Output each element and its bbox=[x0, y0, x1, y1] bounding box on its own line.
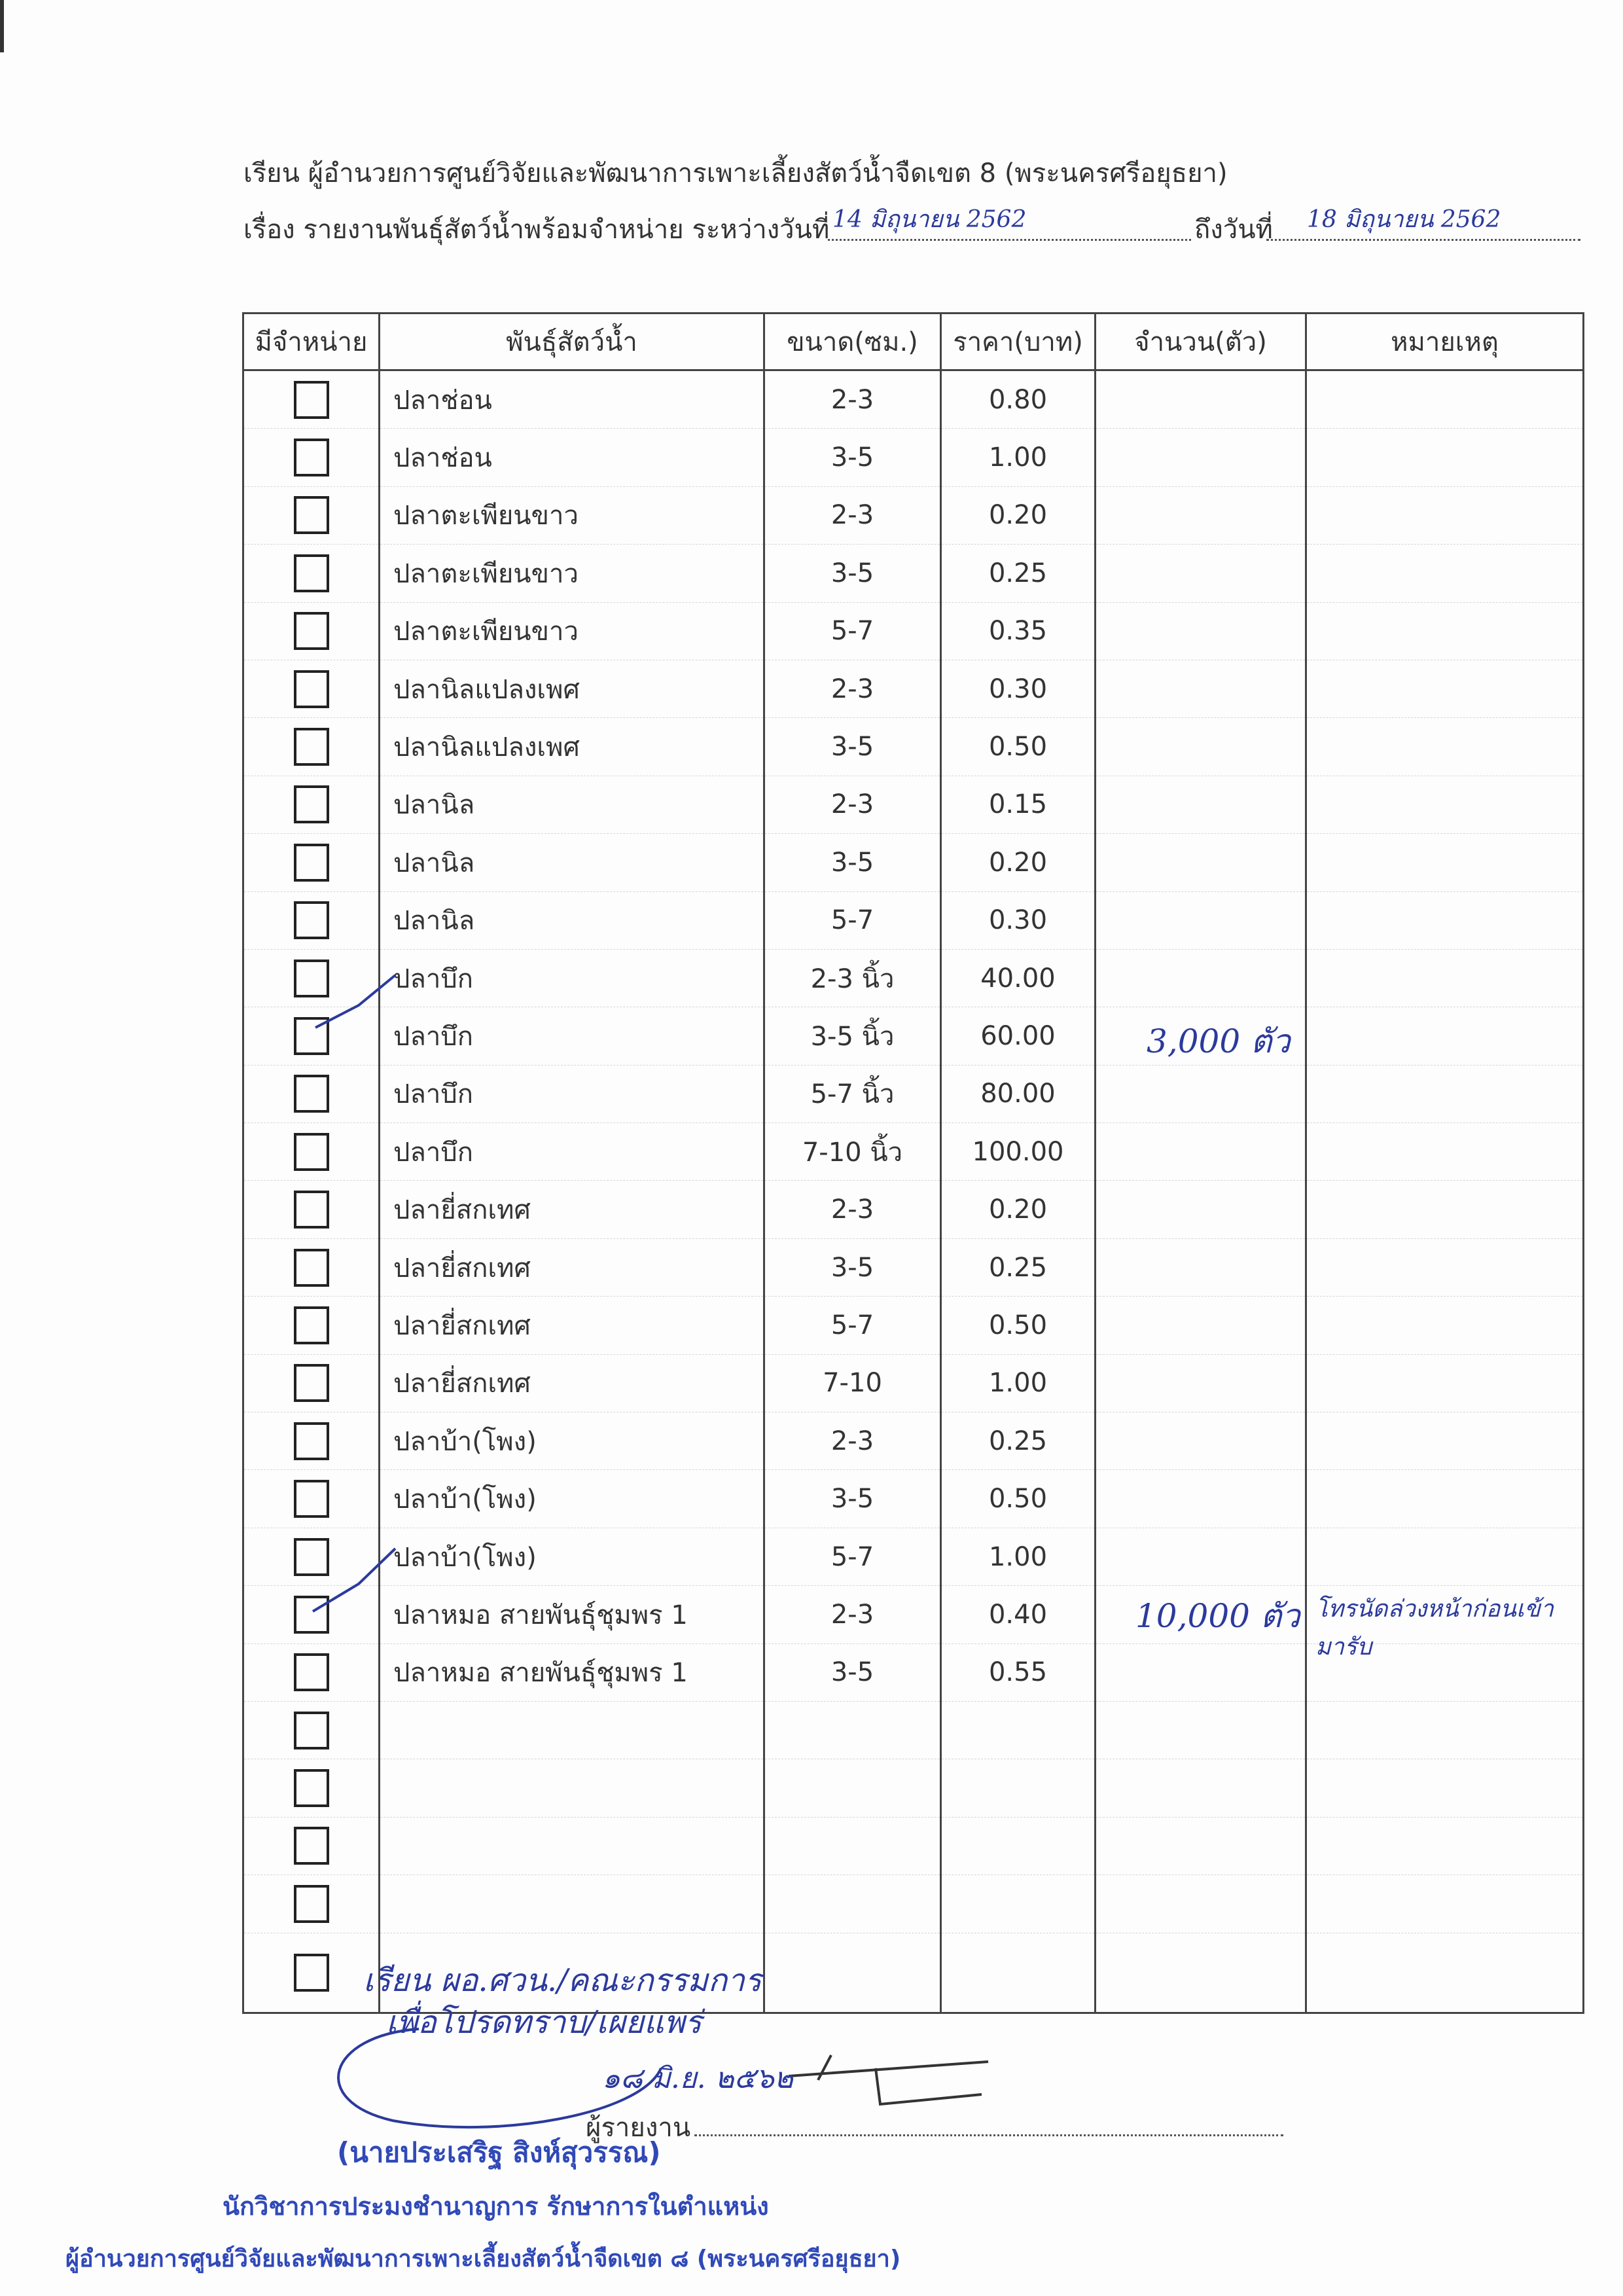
size-cell: 2-3 bbox=[764, 370, 941, 429]
col-header-remarks: หมายเหตุ bbox=[1306, 314, 1584, 370]
species-name: ปลายี่สกเทศ bbox=[380, 1297, 764, 1354]
size-cell: 3-5 bbox=[764, 834, 941, 891]
species-name: ปลายี่สกเทศ bbox=[380, 1354, 764, 1412]
date-to: 18 มิถุนายน 2562 bbox=[1307, 206, 1501, 233]
check-mark-giant-catfish bbox=[315, 975, 395, 1028]
col-header-species: พันธุ์สัตว์น้ำ bbox=[380, 314, 764, 370]
stamp-position: นักวิชาการประมงชำนาญการ รักษาการในตำแหน่ง bbox=[223, 2192, 769, 2221]
handwritten-instruction-2: เพื่อโปรดทราบ/เผยแพร่ bbox=[386, 2004, 702, 2041]
species-name: ปลานิล bbox=[380, 776, 764, 833]
species-name: ปลาตะเพียนขาว bbox=[380, 486, 764, 544]
price-cell: 0.30 bbox=[941, 660, 1096, 717]
size-cell: 7-10 นิ้ว bbox=[764, 1123, 941, 1181]
species-name: ปลาช่อน bbox=[380, 429, 764, 486]
col-header-available: มีจำหน่าย bbox=[243, 314, 380, 370]
size-cell: 2-3 bbox=[764, 1412, 941, 1470]
species-name: ปลาบ้า(โพง) bbox=[380, 1470, 764, 1528]
col-header-price: ราคา(บาท) bbox=[941, 314, 1096, 370]
species-name: ปลาบ้า(โพง) bbox=[380, 1528, 764, 1585]
size-cell: 2-3 bbox=[764, 1586, 941, 1643]
size-cell: 3-5 bbox=[764, 1238, 941, 1296]
reporter-dotted-line bbox=[694, 2134, 1283, 2136]
species-name: ปลานิลแปลงเพศ bbox=[380, 718, 764, 776]
price-cell: 80.00 bbox=[941, 1065, 1096, 1122]
reporter-signature bbox=[789, 2055, 988, 2104]
size-cell: 3-5 bbox=[764, 545, 941, 602]
size-cell: 3-5 bbox=[764, 429, 941, 486]
price-cell: 0.50 bbox=[941, 1470, 1096, 1528]
species-name: ปลานิลแปลงเพศ bbox=[380, 660, 764, 717]
price-cell: 0.15 bbox=[941, 776, 1096, 833]
species-name: ปลาหมอ สายพันธุ์ชุมพร 1 bbox=[380, 1586, 764, 1643]
species-name: ปลานิล bbox=[380, 834, 764, 891]
size-cell: 3-5 bbox=[764, 1470, 941, 1528]
price-cell: 60.00 bbox=[941, 1007, 1096, 1065]
price-cell: 1.00 bbox=[941, 1354, 1096, 1412]
species-name: ปลาหมอ สายพันธุ์ชุมพร 1 bbox=[380, 1643, 764, 1701]
price-cell: 0.80 bbox=[941, 370, 1096, 429]
qty-giant-catfish: 3,000 ตัว bbox=[1147, 1022, 1291, 1060]
size-cell: 2-3 bbox=[764, 660, 941, 717]
handwritten-date: ๑๘ มิ.ย. ๒๕๖๒ bbox=[602, 2062, 793, 2095]
size-cell: 3-5 นิ้ว bbox=[764, 1007, 941, 1065]
species-name: ปลาตะเพียนขาว bbox=[380, 545, 764, 602]
size-cell: 5-7 นิ้ว bbox=[764, 1065, 941, 1122]
price-cell: 100.00 bbox=[941, 1123, 1096, 1181]
addressee-line: เรียน ผู้อำนวยการศูนย์วิจัยและพัฒนาการเพาะเลี้ยงสัตว์น้ำจืดเขต 8 (พระนครศรีอยุธยา) bbox=[243, 158, 1228, 188]
handwritten-instruction-1: เรียน ผอ.ศวน./คณะกรรมการ bbox=[363, 1962, 762, 1999]
size-cell: 2-3 bbox=[764, 486, 941, 544]
col-header-quantity: จำนวน(ตัว) bbox=[1096, 314, 1306, 370]
price-cell: 0.20 bbox=[941, 486, 1096, 544]
date-to-label: ถึงวันที่ bbox=[1194, 215, 1273, 245]
price-cell: 40.00 bbox=[941, 949, 1096, 1007]
size-cell: 5-7 bbox=[764, 891, 941, 949]
stamp-organization: ผู้อำนวยการศูนย์วิจัยและพัฒนาการเพาะเลี้ยงสัตว์น้ำจืดเขต ๘ (พระนครศรีอยุธยา) bbox=[65, 2246, 901, 2272]
price-cell: 0.40 bbox=[941, 1586, 1096, 1643]
species-name: ปลาบึก bbox=[380, 1123, 764, 1181]
size-cell: 5-7 bbox=[764, 1528, 941, 1585]
price-cell: 0.25 bbox=[941, 1238, 1096, 1296]
date-from: 14 มิถุนายน 2562 bbox=[832, 206, 1027, 233]
subject-prefix: เรื่อง รายงานพันธุ์สัตว์น้ำพร้อมจำหน่าย ระหว่างวันที่ bbox=[243, 215, 830, 245]
stamp-name: (นายประเสริฐ สิงห์สุวรรณ) bbox=[337, 2136, 661, 2168]
price-cell: 0.55 bbox=[941, 1643, 1096, 1701]
price-cell: 0.20 bbox=[941, 1181, 1096, 1238]
price-cell: 0.25 bbox=[941, 1412, 1096, 1470]
species-name: ปลาบ้า(โพง) bbox=[380, 1412, 764, 1470]
price-cell: 0.35 bbox=[941, 602, 1096, 660]
species-name: ปลานิล bbox=[380, 891, 764, 949]
price-cell: 0.20 bbox=[941, 834, 1096, 891]
price-cell: 0.50 bbox=[941, 718, 1096, 776]
size-cell: 7-10 bbox=[764, 1354, 941, 1412]
size-cell: 5-7 bbox=[764, 602, 941, 660]
size-cell: 3-5 bbox=[764, 718, 941, 776]
size-cell: 2-3 bbox=[764, 1181, 941, 1238]
species-name: ปลาบึก bbox=[380, 949, 764, 1007]
price-cell: 1.00 bbox=[941, 1528, 1096, 1585]
size-cell: 3-5 bbox=[764, 1643, 941, 1701]
species-name: ปลายี่สกเทศ bbox=[380, 1181, 764, 1238]
species-name: ปลาบึก bbox=[380, 1065, 764, 1122]
reporter-line bbox=[586, 2106, 1283, 2148]
price-cell: 0.50 bbox=[941, 1297, 1096, 1354]
reporter-label: ผู้รายงาน bbox=[586, 2113, 691, 2143]
size-cell: 2-3 นิ้ว bbox=[764, 949, 941, 1007]
price-cell: 0.25 bbox=[941, 545, 1096, 602]
qty-climbing-perch: 10,000 ตัว bbox=[1135, 1597, 1300, 1635]
species-name: ปลาบึก bbox=[380, 1007, 764, 1065]
size-cell: 2-3 bbox=[764, 776, 941, 833]
species-name: ปลาช่อน bbox=[380, 370, 764, 429]
remark-climbing-perch: โทรนัดล่วงหน้าก่อนเข้ามารับ bbox=[1315, 1596, 1554, 1660]
species-name: ปลายี่สกเทศ bbox=[380, 1238, 764, 1296]
check-mark-climbing-perch bbox=[313, 1549, 395, 1611]
price-cell: 0.30 bbox=[941, 891, 1096, 949]
size-cell: 5-7 bbox=[764, 1297, 941, 1354]
species-name: ปลาตะเพียนขาว bbox=[380, 602, 764, 660]
col-header-size: ขนาด(ซม.) bbox=[764, 314, 941, 370]
price-cell: 1.00 bbox=[941, 429, 1096, 486]
